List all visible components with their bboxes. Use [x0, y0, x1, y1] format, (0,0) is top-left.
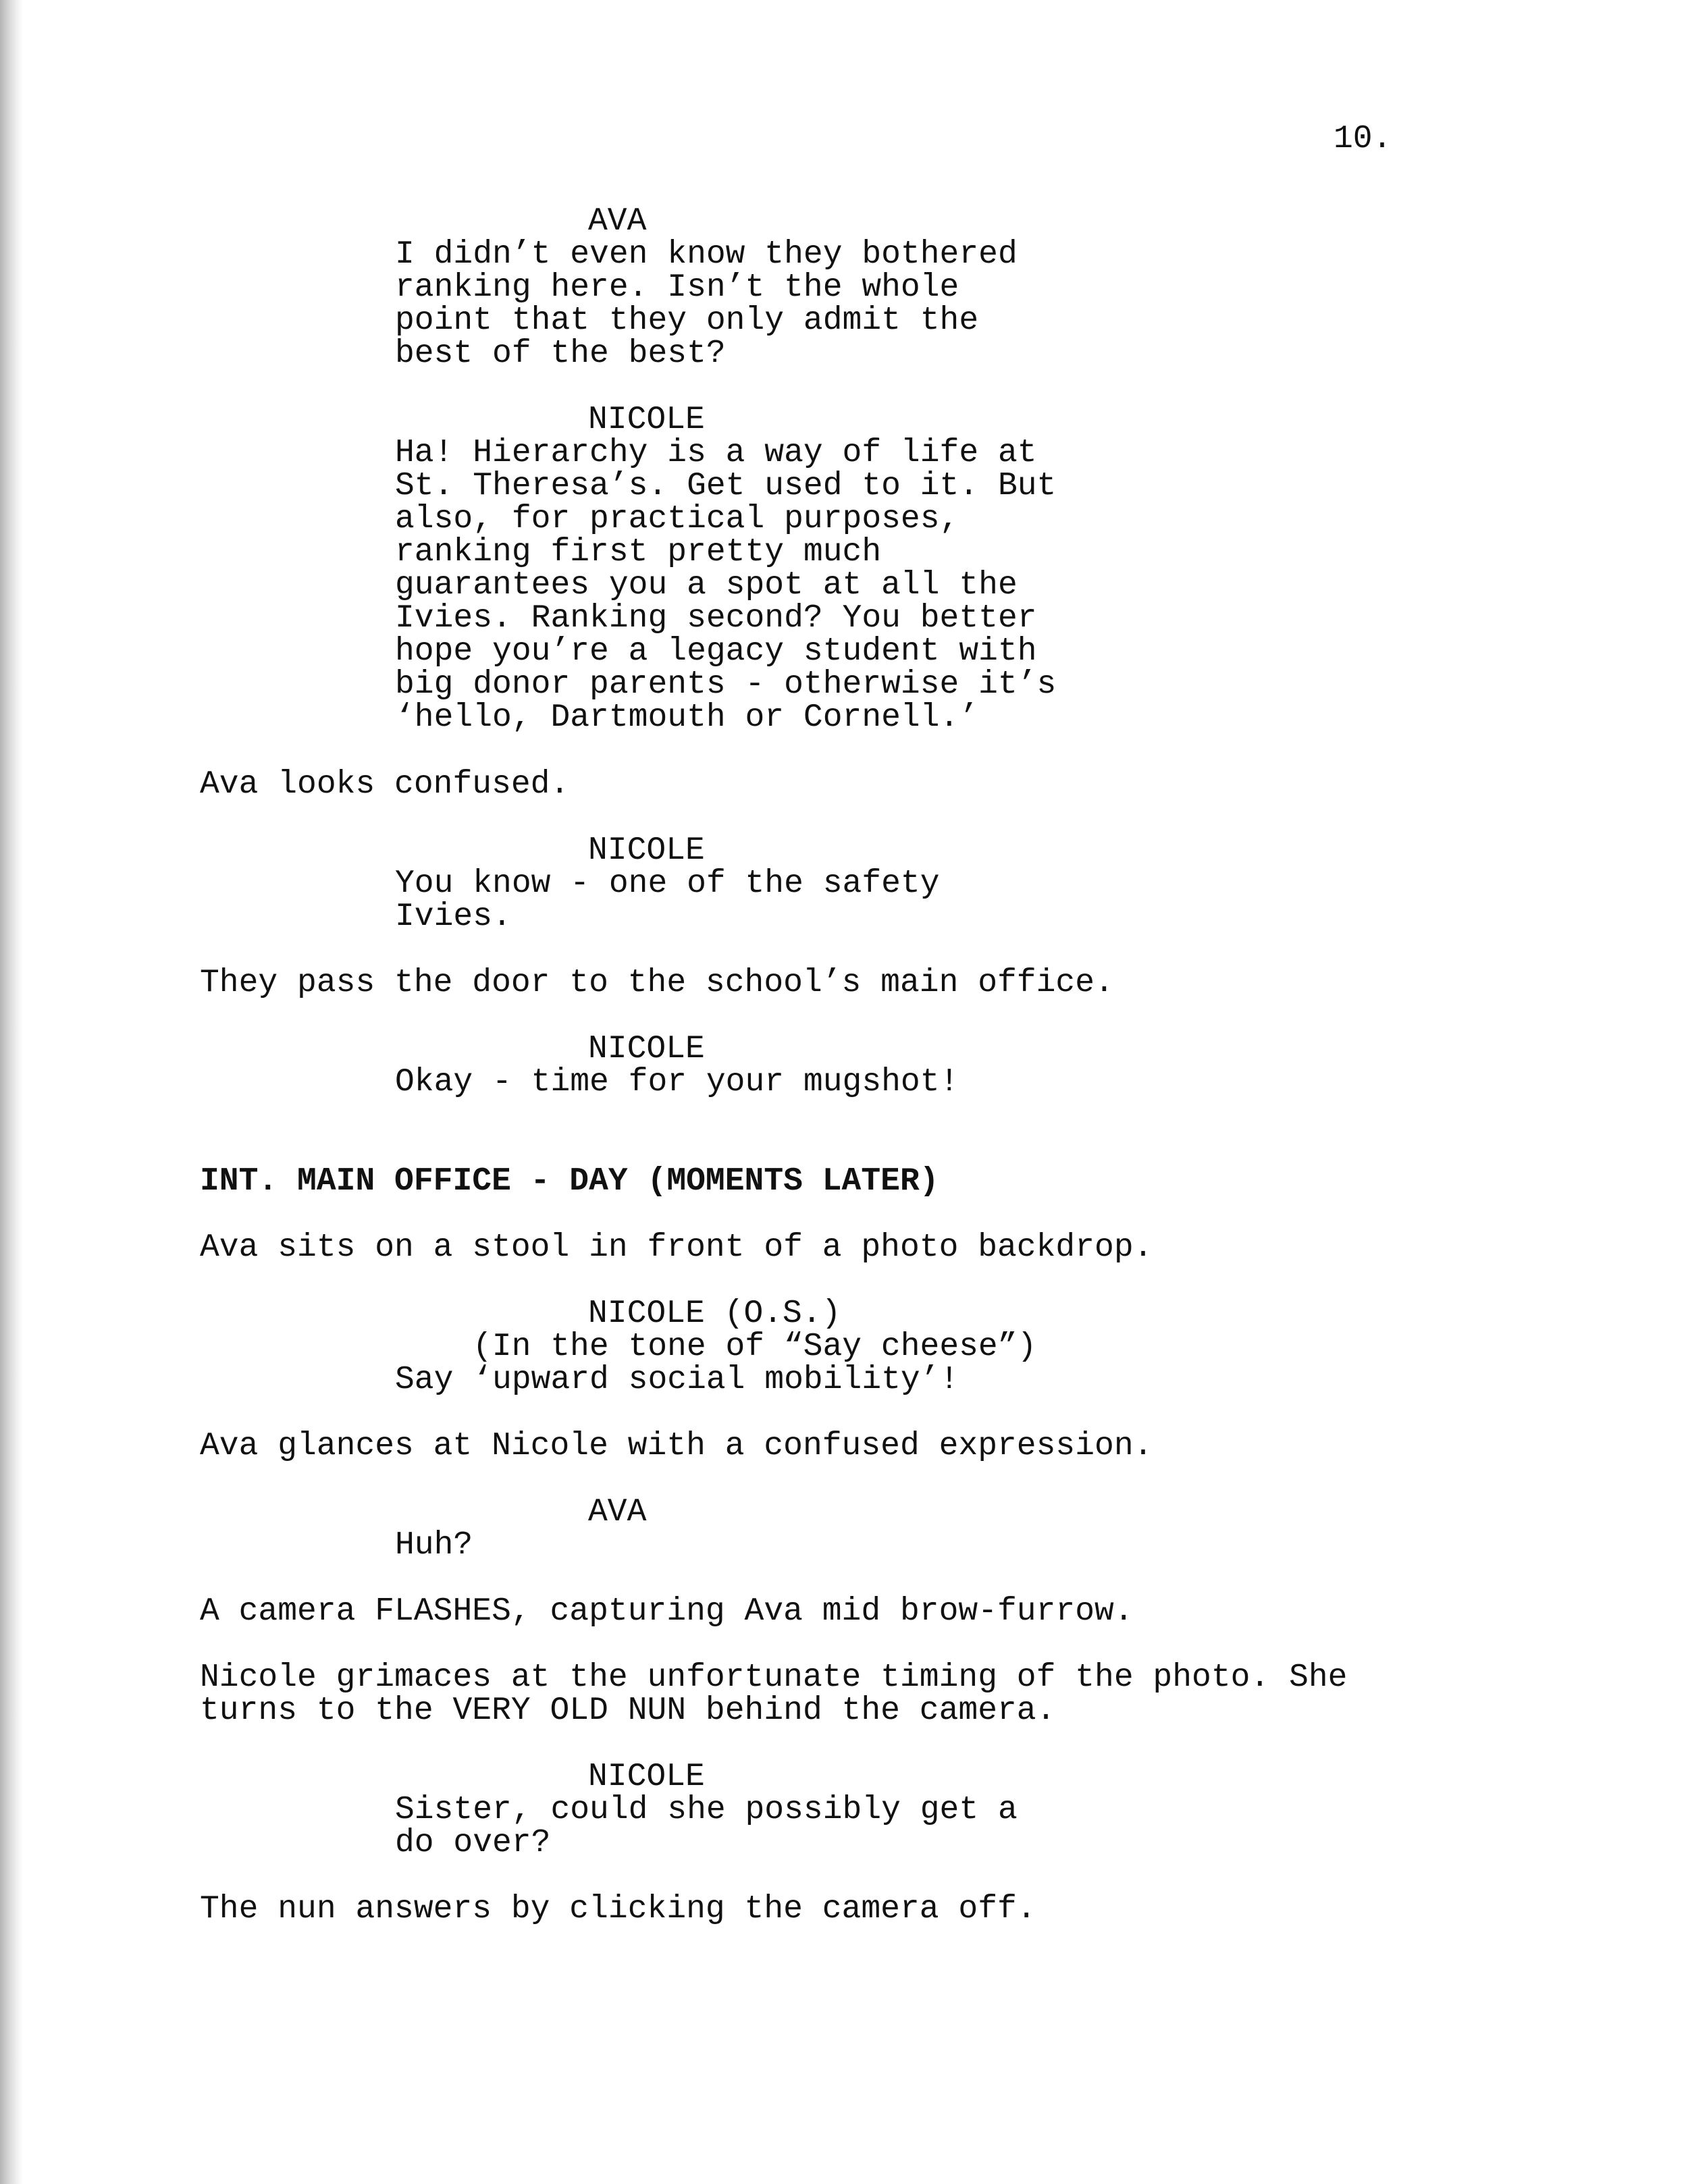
- dialogue: Ha! Hierarchy is a way of life at St. Theresa’s. Get used to it. But also, for practical purposes, ranking first pretty much guarantees you a spot at all the Ivies. Ranking second? You better hope you’re a legacy student with big donor parents - otherwise it’s ‘hello, Dartmouth or Cornell.’: [395, 435, 1057, 736]
- scene-heading: INT. MAIN OFFICE - DAY (MOMENTS LATER): [200, 1163, 939, 1200]
- character-name: NICOLE: [588, 402, 705, 438]
- action-line: A camera FLASHES, capturing Ava mid brow-furrow.: [200, 1593, 1134, 1630]
- dialogue: You know - one of the safety Ivies.: [395, 865, 940, 935]
- dialogue: Sister, could she possibly get a do over?: [395, 1792, 1018, 1861]
- parenthetical: (In the tone of “Say cheese”): [473, 1329, 1037, 1365]
- dialogue: Huh?: [395, 1527, 473, 1564]
- character-name: NICOLE: [588, 1759, 705, 1795]
- page-number: 10.: [1334, 121, 1392, 157]
- dialogue: Okay - time for your mugshot!: [395, 1064, 959, 1100]
- character-name: AVA: [588, 1494, 647, 1530]
- action-line: The nun answers by clicking the camera off.: [200, 1891, 1036, 1927]
- action-line: Nicole grimaces at the unfortunate timing of the photo. She turns to the VERY OLD NUN behind the camera.: [200, 1659, 1348, 1729]
- action-line: Ava looks confused.: [200, 766, 570, 803]
- action-line: Ava glances at Nicole with a confused expression.: [200, 1428, 1153, 1464]
- character-name: NICOLE: [588, 1031, 705, 1067]
- character-name: NICOLE: [588, 832, 705, 869]
- action-line: Ava sits on a stool in front of a photo backdrop.: [200, 1229, 1153, 1266]
- character-name: NICOLE (O.S.): [588, 1296, 841, 1332]
- dialogue: I didn’t even know they bothered ranking here. Isn’t the whole point that they only admit the best of the best?: [395, 236, 1018, 372]
- dialogue: Say ‘upward social mobility’!: [395, 1362, 959, 1398]
- action-line: They pass the door to the school’s main office.: [200, 965, 1114, 1001]
- character-name: AVA: [588, 203, 647, 240]
